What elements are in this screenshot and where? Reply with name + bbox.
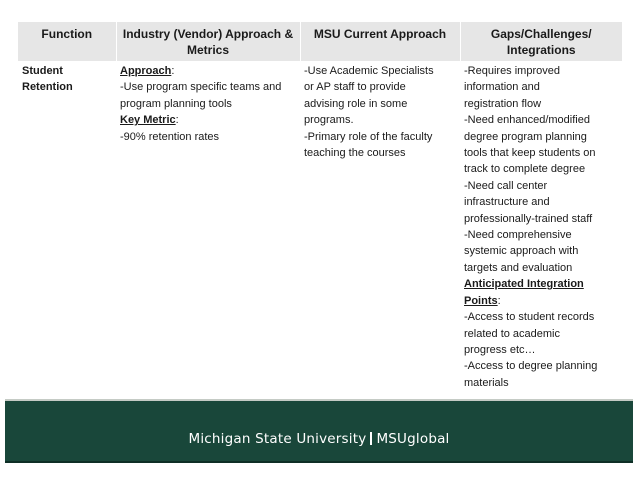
gap-line: information and: [464, 81, 540, 94]
cell-function: [18, 61, 116, 391]
integration-heading-2: [464, 293, 619, 309]
footer-banner: [5, 399, 633, 463]
metric-heading: [120, 112, 297, 128]
header-function: Function: [18, 22, 116, 61]
integration-line: progress etc…: [464, 343, 536, 356]
footer-divider: [370, 432, 372, 445]
integration-line: -Access to degree planning: [464, 360, 598, 373]
msu-line: teaching the courses: [304, 147, 406, 160]
gap-line: -Requires improved: [464, 65, 560, 77]
cell-industry-approach: [116, 61, 300, 391]
metric-line: -90% retention rates: [120, 130, 220, 143]
gap-line: degree program planning: [464, 130, 587, 143]
approach-heading: [120, 63, 297, 79]
footer-university-name: Michigan State University: [188, 431, 367, 447]
metric-label: Key Metric: [120, 114, 176, 127]
msu-line: programs.: [304, 114, 354, 127]
gap-line: infrastructure and: [464, 196, 550, 209]
integration-label: Points: [464, 294, 498, 307]
approach-label: Approach: [120, 65, 172, 77]
gap-line: track to complete degree: [464, 163, 586, 176]
gap-line: tools that keep students on: [464, 147, 596, 160]
function-line: Retention: [22, 81, 73, 94]
integration-heading: Anticipated Integration: [464, 278, 584, 291]
gap-line: -Need enhanced/modified: [464, 114, 590, 127]
gap-line: targets and evaluation: [464, 261, 573, 274]
comparison-table: [18, 22, 622, 391]
header-gaps: Gaps/Challenges/ Integrations: [460, 22, 622, 61]
integration-line: related to academic: [464, 327, 560, 340]
metric-colon: :: [175, 114, 179, 127]
header-msu-approach: MSU Current Approach: [300, 22, 460, 61]
gap-line: registration flow: [464, 97, 542, 110]
gap-line: -Need comprehensive: [464, 229, 572, 242]
table-row: [18, 61, 622, 391]
table-header-row: [18, 22, 622, 61]
approach-colon: :: [171, 65, 175, 77]
cell-msu-approach: [300, 61, 460, 391]
integration-line: -Access to student records: [464, 311, 595, 324]
gap-line: professionally-trained staff: [464, 212, 593, 225]
approach-line: program planning tools: [120, 97, 232, 110]
msu-line: advising role in some: [304, 97, 408, 110]
footer-msuglobal: MSUglobal: [376, 431, 450, 447]
approach-line: -Use program specific teams and: [120, 81, 282, 94]
footer-brand: [5, 431, 633, 447]
gap-line: -Need call center: [464, 179, 548, 192]
msu-line: or AP staff to provide: [304, 81, 406, 94]
gap-line: systemic approach with: [464, 245, 579, 258]
header-industry-approach: Industry (Vendor) Approach & Metrics: [116, 22, 300, 61]
msu-line: -Primary role of the faculty: [304, 130, 433, 143]
function-line: Student: [22, 65, 63, 77]
cell-gaps: [460, 61, 622, 391]
integration-colon: :: [497, 294, 501, 307]
integration-line: materials: [464, 376, 509, 389]
msu-line: -Use Academic Specialists: [304, 65, 434, 77]
